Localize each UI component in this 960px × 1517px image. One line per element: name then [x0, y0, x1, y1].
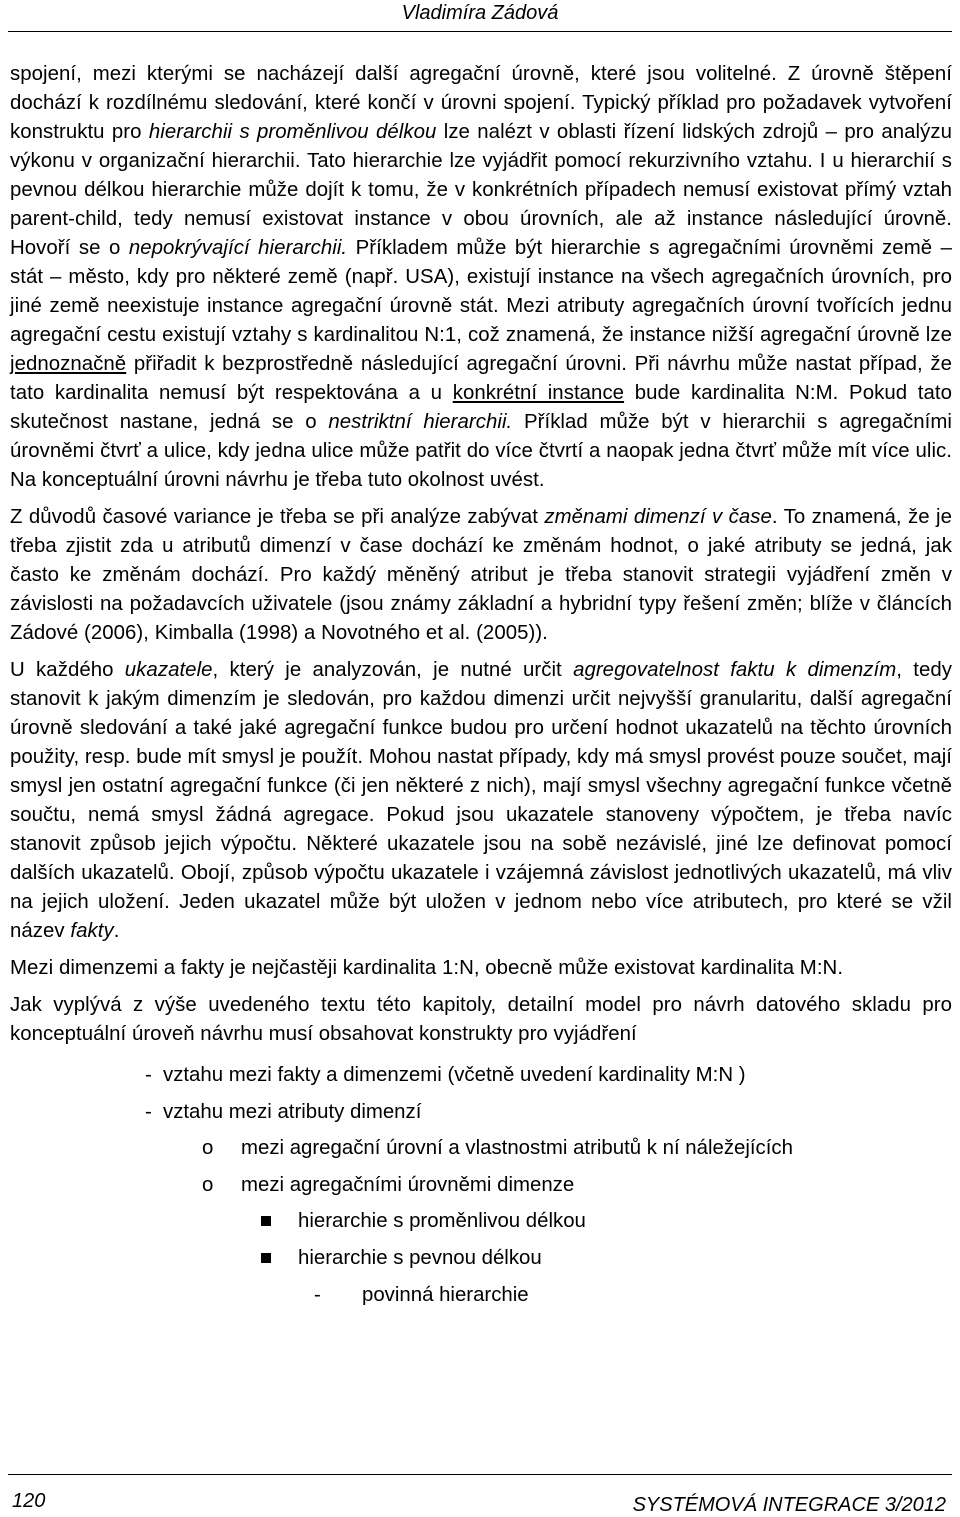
emphasis-text: hierarchii s proměnlivou délkou	[148, 121, 437, 143]
text-run: U každého	[10, 659, 125, 681]
dash-bullet-icon: -	[145, 1064, 152, 1086]
paragraphs	[10, 60, 952, 1049]
list-item-text: hierarchie s pevnou délkou	[298, 1246, 542, 1269]
paragraph	[10, 60, 952, 495]
emphasis-text: změnami dimenzí v čase	[544, 506, 772, 528]
dash-bullet-icon: -	[314, 1283, 321, 1306]
square-bullet-icon	[261, 1216, 271, 1226]
square-bullet-icon	[261, 1253, 271, 1263]
list-item	[10, 1240, 952, 1277]
list-item-text: vztahu mezi fakty a dimenzemi (včetně uvedení kardinality M:N )	[163, 1064, 746, 1086]
emphasis-text: nepokrývající hierarchii.	[128, 237, 348, 259]
paragraph	[10, 954, 952, 983]
paragraph	[10, 503, 952, 648]
list-item-text: mezi agregační úrovní a vlastnostmi atributů k ní náležejících	[241, 1137, 793, 1160]
emphasis-text: nestriktní hierarchii.	[328, 411, 513, 433]
paragraph	[10, 991, 952, 1049]
list-item	[10, 1094, 952, 1131]
text-run: Z důvodů časové variance je třeba se při analýze zabývat	[10, 506, 545, 528]
text-run: spojení, mezi kterými se nacházejí další agregační úrovně, které jsou volitelné. Z úrovně štěpení dochází k rozdílnému sledování, které končí v úrovni spojení. Typický příklad pro požadavek vytvoření konstruktu pro	[10, 63, 952, 143]
text-run: , který je analyzován, je nutné určit	[212, 659, 574, 681]
list-item	[10, 1130, 952, 1167]
text-run: Jak vyplývá z výše uvedeného textu této kapitoly, detailní model pro návrh datového skladu pro konceptuální úroveň návrhu musí obsahovat konstrukty pro vyjádření	[10, 994, 952, 1045]
underlined-text: konkrétní instance	[452, 382, 625, 404]
underlined-text: jednoznačně	[10, 353, 127, 375]
emphasis-text: agregovatelnost faktu k dimenzím	[573, 659, 897, 681]
text-run: . To znamená, že je třeba zjistit zda u atributů dimenzí v čase dochází ke změnám hodnot, o jaké atributy se jedná, jak často ke změnám dochází. Pro každý měněný atribut je třeba stanovit strategii vyjádření změn v závislosti na požadavcích uživatele (jsou známy základní a hybridní typy řešení změn; blíže v článcích Zádové (2006), Kimballa (1998) a Novotného et al. (2005)).	[10, 506, 953, 644]
emphasis-text: fakty	[70, 920, 114, 942]
list-item-text: mezi agregačními úrovněmi dimenze	[241, 1173, 575, 1196]
list-item-text: povinná hierarchie	[362, 1283, 529, 1306]
text-run: Příklad může být v hierarchii s agregačními úrovněmi čtvrť a ulice, kdy jedna ulice může patřit do více čtvrtí a naopak jedna čtvrť může mít více ulic. Na konceptuální úrovni návrhu je třeba tuto okolnost uvést.	[10, 411, 952, 491]
page-number: 120	[12, 1490, 46, 1512]
header-author: Vladimíra Zádová	[401, 2, 559, 24]
list-item	[10, 1277, 952, 1314]
text-run: .	[113, 920, 120, 942]
journal-title: SYSTÉMOVÁ INTEGRACE 3/2012	[632, 1494, 946, 1516]
article-body	[10, 60, 952, 1313]
footer-divider	[8, 1474, 952, 1475]
circle-bullet-icon: o	[202, 1173, 214, 1196]
list-item-text: vztahu mezi atributy dimenzí	[163, 1100, 422, 1123]
list-item-text: hierarchie s proměnlivou délkou	[298, 1210, 586, 1233]
construct-list	[10, 1057, 952, 1313]
running-header	[0, 0, 960, 31]
text-run: Mezi dimenzemi a fakty je nejčastěji kardinalita 1:N, obecně může existovat kardinalita M:N.	[10, 957, 844, 979]
dash-bullet-icon: -	[145, 1100, 152, 1123]
emphasis-text: ukazatele	[124, 659, 213, 681]
text-run: bude kardinalita N:M. Pokud tato skutečnost nastane, jedná se o	[10, 382, 953, 433]
header-divider	[8, 31, 952, 32]
text-run: Příkladem může být hierarchie s agregačními úrovněmi země – stát – město, kdy pro některé země (např. USA), existují instance na všech agregačních úrovních, pro jiné země neexistuje instance agregační úrovně stát. Mezi atributy agregačních úrovní tvořících jednu agregační cestu existují vztahy s kardinalitou N:1, což znamená, že instance nižší agregační úrovně lze	[10, 237, 953, 346]
list-item	[10, 1203, 952, 1240]
text-run: , tedy stanovit k jakým dimenzím je sledován, pro každou dimenzi určit nejvyšší granularitu, další agregační úrovně sledování a také jaké agregační funkce budou pro určení hodnot ukazatelů na těchto úrovních použity, resp. bude mít smysl je použít. Mohou nastat případy, kdy má smysl provést pouze součet, mají smysl jen ostatní agregační funkce (či jen některé z nich), mají smysl všechny agregační funkce včetně součtu, nemá smysl žádná agregace. Pokud jsou ukazatele stanoveny výpočtem, je třeba navíc stanovit způsob jejich výpočtu. Některé ukazatele jsou na sobě nezávislé, jiné lze definovat pomocí dalších ukazatelů. Obojí, způsob výpočtu ukazatele i vzájemná závislost jednotlivých ukazatelů, má vliv na jejich uložení. Jeden ukazatel může být uložen v jednom nebo více atributech, pro které se vžil název	[10, 659, 953, 942]
paragraph	[10, 656, 952, 946]
text-run: lze nalézt v oblasti řízení lidských zdrojů – pro analýzu výkonu v organizační hierarchii. Tato hierarchie lze vyjádřit pomocí rekurzivního vztahu. I u hierarchií s pevnou délkou hierarchie může dojít k tomu, že v konkrétních případech nemusí existovat přímý vztah parent-child, tedy nemusí existovat instance v obou úrovních, ale až instance následující úrovně. Hovoří se o	[10, 121, 952, 259]
circle-bullet-icon: o	[202, 1137, 214, 1160]
text-run: přiřadit k bezprostředně následující agregační úrovni. Při návrhu může nastat případ, že tato kardinalita nemusí být respektována a u	[10, 353, 952, 404]
list-item	[10, 1057, 952, 1094]
list-item	[10, 1167, 952, 1204]
